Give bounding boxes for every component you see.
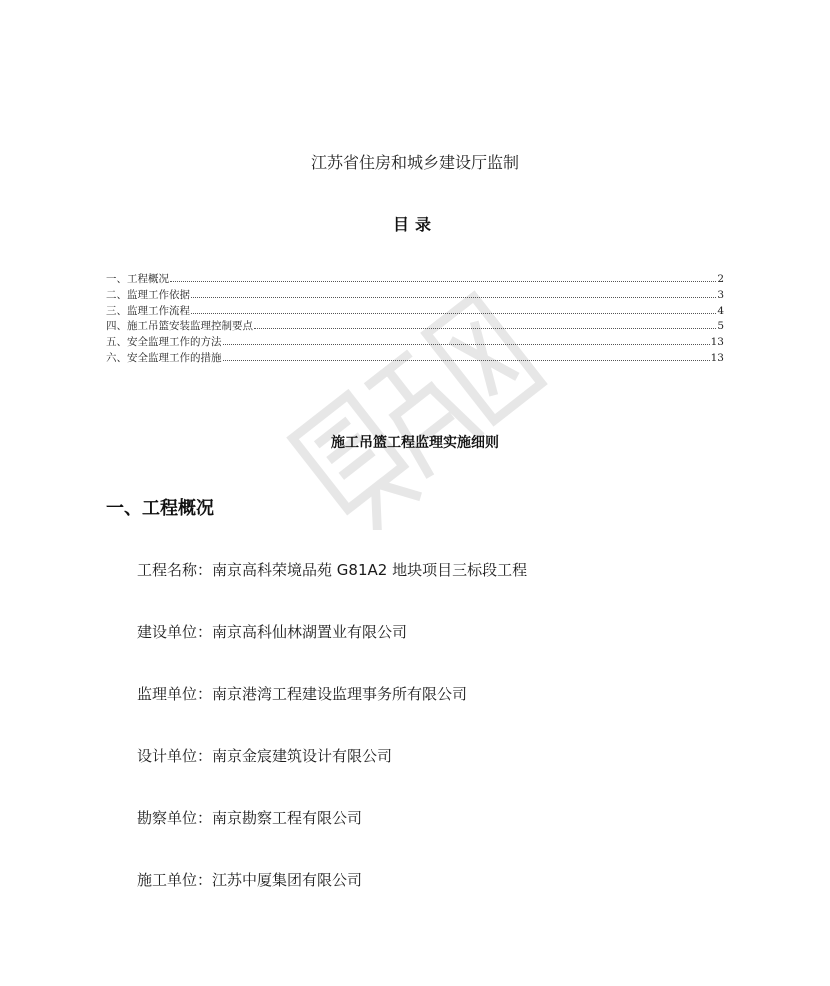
- toc-entry-label: 二、监理工作依据: [106, 288, 190, 301]
- document-title: 施工吊篮工程监理实施细则: [331, 435, 499, 451]
- section-heading: 一、工程概况: [106, 498, 214, 519]
- field-label: 建设单位：: [137, 623, 213, 641]
- surveyor-field: [137, 807, 362, 828]
- supervisor-field: [137, 683, 467, 704]
- toc-title: 目录: [392, 215, 437, 234]
- field-label: 施工单位：: [137, 871, 213, 889]
- toc-entry-label: 六、安全监理工作的措施: [106, 351, 222, 364]
- client-field: [137, 621, 407, 642]
- toc-entry-page: 2: [717, 273, 724, 285]
- contractor-field: [137, 869, 362, 890]
- field-label: 监理单位：: [137, 685, 213, 703]
- toc-entry[interactable]: [106, 303, 724, 319]
- toc-entry[interactable]: [106, 287, 724, 303]
- field-value: 南京港湾工程建设监理事务所有限公司: [212, 685, 468, 703]
- toc-leader-dots: [254, 327, 716, 329]
- field-value: 南京勘察工程有限公司: [212, 809, 363, 827]
- field-label: 设计单位：: [137, 747, 213, 765]
- toc-leader-dots: [170, 280, 716, 282]
- toc-entry[interactable]: [106, 271, 724, 287]
- toc-entry[interactable]: [106, 350, 724, 366]
- toc-entry-label: 五、安全监理工作的方法: [106, 336, 222, 349]
- toc-leader-dots: [191, 296, 716, 298]
- toc-entry[interactable]: [106, 334, 724, 350]
- toc-entry-label: 一、工程概况: [106, 273, 169, 285]
- toc-leader-dots: [191, 312, 716, 314]
- field-value: 南京金宸建筑设计有限公司: [212, 747, 393, 765]
- toc-entry-label: 四、施工吊篮安装监理控制要点: [106, 320, 253, 333]
- toc-entry-label: 三、监理工作流程: [106, 304, 190, 317]
- designer-field: [137, 745, 392, 766]
- field-value: 南京高科荣境品苑 G81A2 地块项目三标段工程: [212, 561, 528, 579]
- toc-entry-page: 13: [710, 351, 724, 364]
- toc-entry-page: 4: [717, 304, 724, 317]
- field-label: 勘察单位：: [137, 809, 213, 827]
- toc-entry-page: 13: [710, 336, 724, 349]
- field-value: 江苏中厦集团有限公司: [212, 871, 363, 889]
- toc-leader-dots: [223, 343, 710, 345]
- field-value: 南京高科仙林湖置业有限公司: [212, 623, 408, 641]
- toc-entry-page: 5: [717, 320, 724, 333]
- issuer-line: 江苏省住房和城乡建设厅监制: [310, 153, 519, 172]
- toc-entry[interactable]: [106, 318, 724, 334]
- toc-entry-page: 3: [717, 288, 724, 301]
- table-of-contents: [106, 271, 724, 366]
- project-name-field: [137, 559, 527, 580]
- toc-leader-dots: [223, 359, 710, 361]
- field-label: 工程名称：: [137, 561, 213, 579]
